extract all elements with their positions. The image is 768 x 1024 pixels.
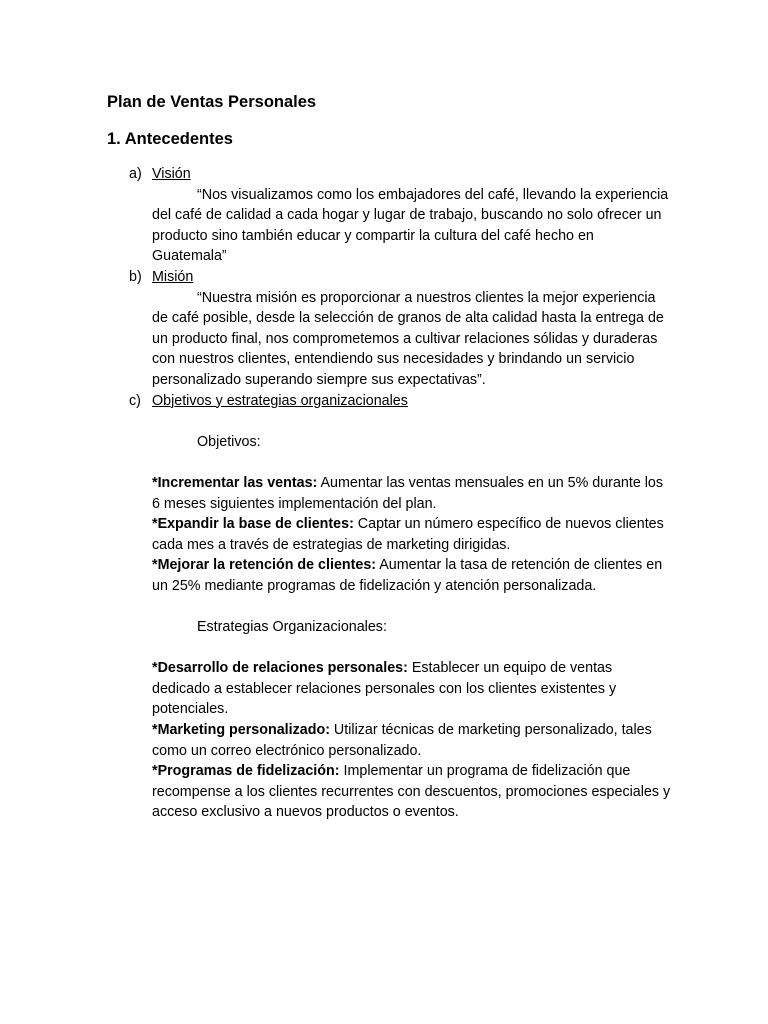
list-marker: a) [129,166,142,182]
objective-item [152,514,672,555]
vision-item [129,164,672,267]
objective-title: *Mejorar la retención de clientes: [152,557,377,574]
list-marker: c) [129,392,141,409]
strategy-text: Utilizar técnicas de marketing personalizado, tales como un correo electrónico personalizado. [152,722,652,759]
document-title: Plan de Ventas Personales [107,93,317,111]
objective-title: *Incrementar las ventas: [152,474,318,491]
vision-label: Visión [152,166,191,182]
spacer [152,452,672,473]
strategy-title: *Programas de fidelización: [152,763,340,780]
list-marker: b) [129,268,142,285]
mision-text: “Nuestra misión es proporcionar a nuestros clientes la mejor experiencia de café posible, desde la selección de granos de alta calidad hasta la entrega de un producto final, nos comprometemos a cultivar relaciones sólidas y duraderas con nuestros clientes, entendiendo sus necesidades y brindando un servicio personalizado superando siempre sus expectativas”. [152,289,664,388]
objective-item [152,555,672,596]
strategy-item [152,658,672,720]
spacer [152,596,672,617]
strategy-text: Implementar un programa de fidelización que recompense a los clientes recurrentes con descuentos, promociones especiales y acceso exclusivo a nuevos productos o eventos. [152,763,671,821]
strategy-item [152,720,672,761]
strategy-title: *Desarrollo de relaciones personales: [152,660,408,677]
objetivos-item [129,391,672,823]
objetivos-label: Objetivos y estrategias organizacionales [152,392,408,409]
objectives-heading: Objetivos: [197,433,261,450]
spacer [152,411,672,432]
strategy-item [152,761,672,823]
objective-item [152,473,672,514]
spacer [152,638,672,659]
objective-title: *Expandir la base de clientes: [152,516,354,533]
mision-label: Misión [152,268,194,285]
objective-text: Captar un número específico de nuevos clientes cada mes a través de estrategias de marketing dirigidas. [152,516,664,553]
strategy-text: Establecer un equipo de ventas dedicado a establecer relaciones personales con los clientes existentes y potenciales. [152,660,617,718]
document-body [129,164,672,823]
strategies-heading: Estrategias Organizacionales: [197,619,387,636]
vision-text: “Nos visualizamos como los embajadores del café, llevando la experiencia del café de calidad a cada hogar y lugar de trabajo, buscando no solo ofrecer un producto sino también educar y compartir la cultura del café hecho en Guatemala” [152,186,669,265]
section-heading: 1. Antecedentes [107,130,233,148]
objective-text: Aumentar las ventas mensuales en un 5% durante los 6 meses siguientes implementación del plan. [152,474,664,512]
mision-item [129,267,672,391]
objective-text: Aumentar la tasa de retención de clientes en un 25% mediante programas de fidelización y atención personalizada. [152,557,663,594]
strategy-title: *Marketing personalizado: [152,722,330,739]
